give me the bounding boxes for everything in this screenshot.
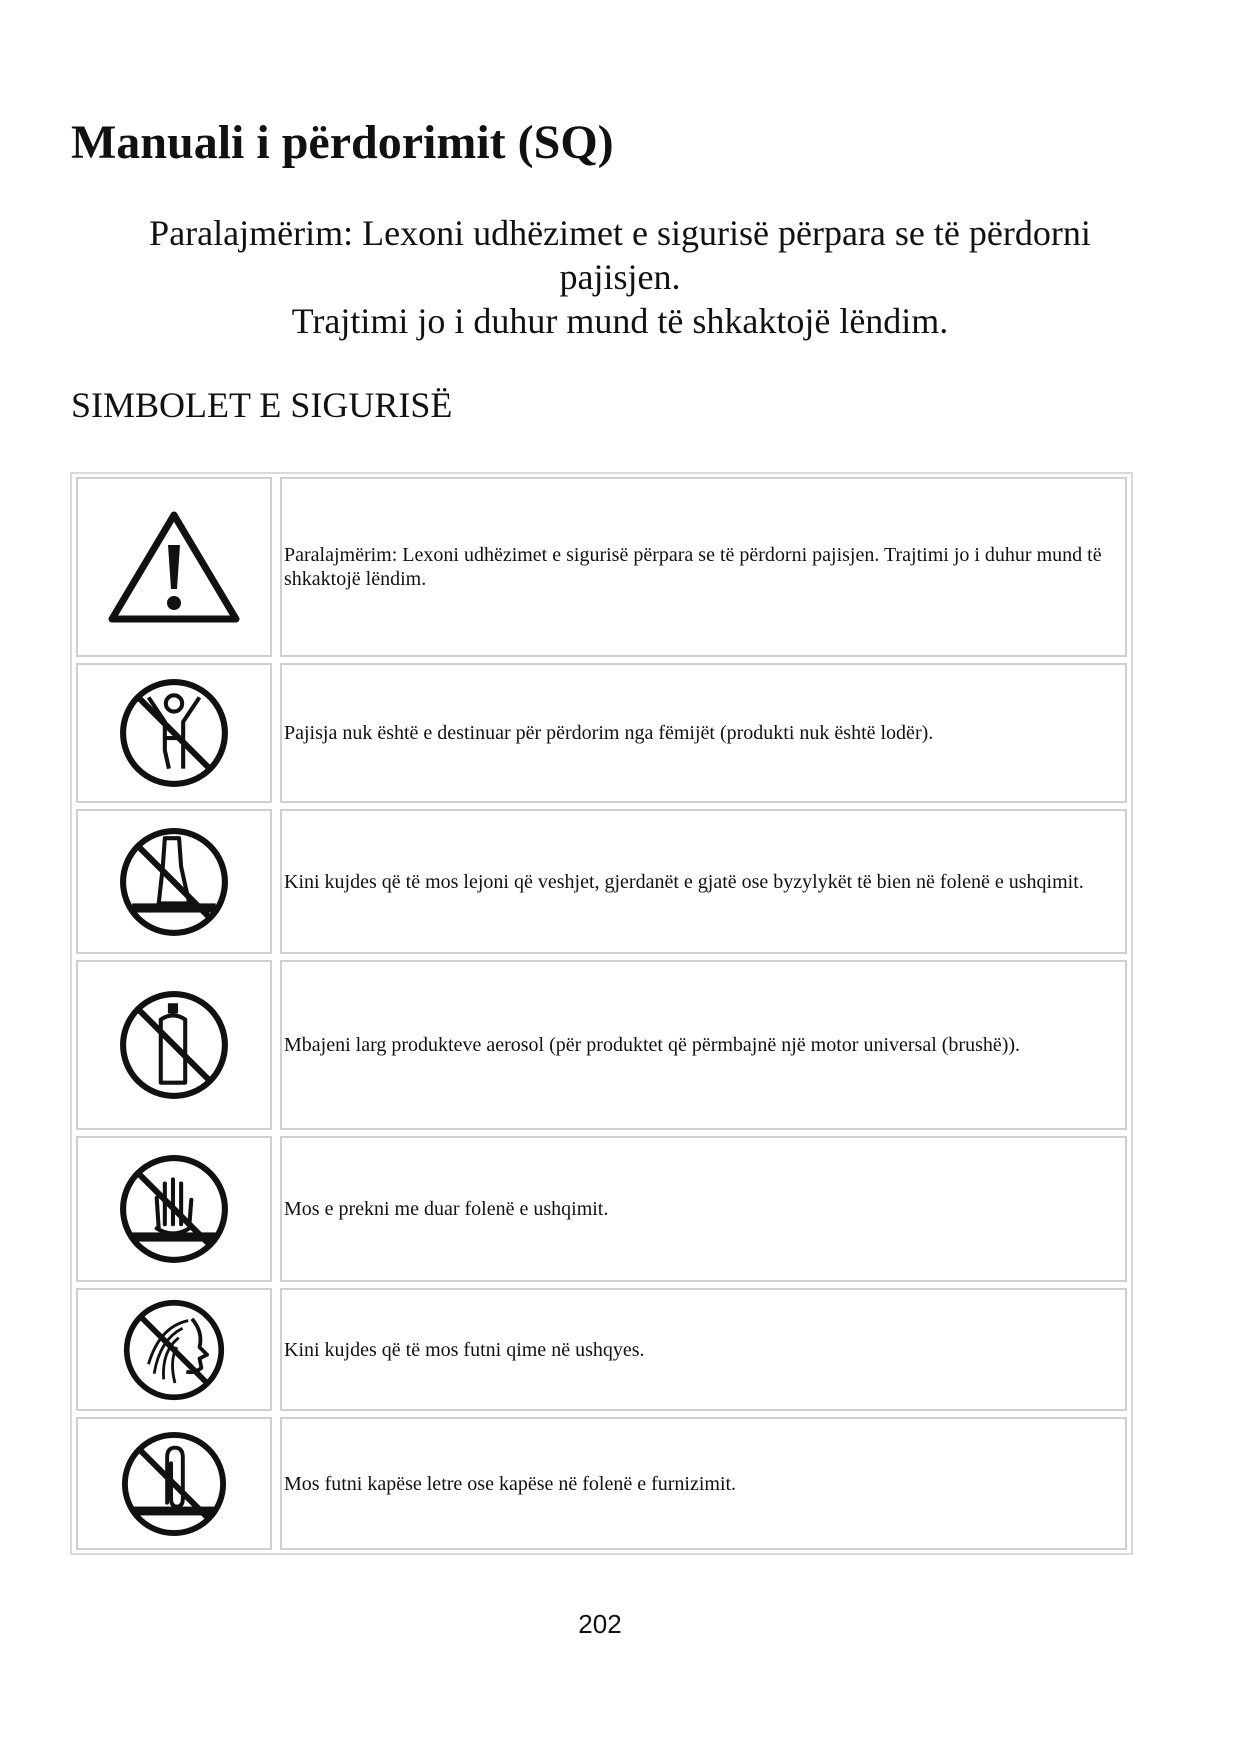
no-hair-icon — [122, 1298, 226, 1402]
no-loose-clothing-icon — [118, 826, 230, 938]
table-row — [72, 474, 1131, 660]
icon-cell — [76, 1417, 272, 1550]
symbol-description: Mos futni kapëse letre ose kapëse në folenë e furnizimit. — [280, 1417, 1127, 1550]
table-row — [72, 1414, 1131, 1553]
icon-cell — [76, 960, 272, 1130]
symbol-description: Kini kujdes që të mos lejoni që veshjet, gjerdanët e gjatë ose byzylykët të bien në folenë e ushqimit. — [280, 809, 1127, 954]
page-number: 202 — [578, 1609, 622, 1639]
warning-notice — [70, 211, 1170, 343]
section-heading: SIMBOLET E SIGURISË — [71, 385, 453, 425]
no-hands-icon — [118, 1153, 230, 1265]
no-children-icon — [118, 677, 230, 789]
symbol-description: Mbajeni larg produkteve aerosol (për produktet që përmbajnë një motor universal (brushë)). — [280, 960, 1127, 1130]
icon-cell — [76, 477, 272, 657]
warning-line: Trajtimi jo i duhur mund të shkaktojë lëndim. — [291, 301, 949, 341]
symbol-description: Paralajmërim: Lexoni udhëzimet e sigurisë përpara se të përdorni pajisjen. Trajtimi jo i duhur mund të shkaktojë lëndim. — [280, 477, 1127, 657]
warning-triangle-icon — [104, 507, 244, 627]
table-row — [72, 957, 1131, 1133]
symbol-description: Pajisja nuk është e destinuar për përdorim nga fëmijët (produkti nuk është lodër). — [280, 663, 1127, 803]
symbol-description: Kini kujdes që të mos futni qime në ushqyes. — [280, 1288, 1127, 1411]
safety-symbols-table — [70, 472, 1133, 1555]
icon-cell — [76, 663, 272, 803]
icon-cell — [76, 1136, 272, 1282]
no-aerosol-icon — [118, 989, 230, 1101]
warning-line: pajisjen. — [559, 257, 681, 297]
table-row — [72, 1285, 1131, 1414]
warning-line: Paralajmërim: Lexoni udhëzimet e sigurisë përpara se të përdorni — [149, 213, 1091, 253]
icon-cell — [76, 809, 272, 954]
table-row — [72, 660, 1131, 806]
document-title: Manuali i përdorimit (SQ) — [71, 116, 614, 169]
table-row — [72, 1133, 1131, 1285]
icon-cell — [76, 1288, 272, 1411]
table-row — [72, 806, 1131, 957]
symbol-description: Mos e prekni me duar folenë e ushqimit. — [280, 1136, 1127, 1282]
no-paper-clips-icon — [120, 1430, 228, 1538]
